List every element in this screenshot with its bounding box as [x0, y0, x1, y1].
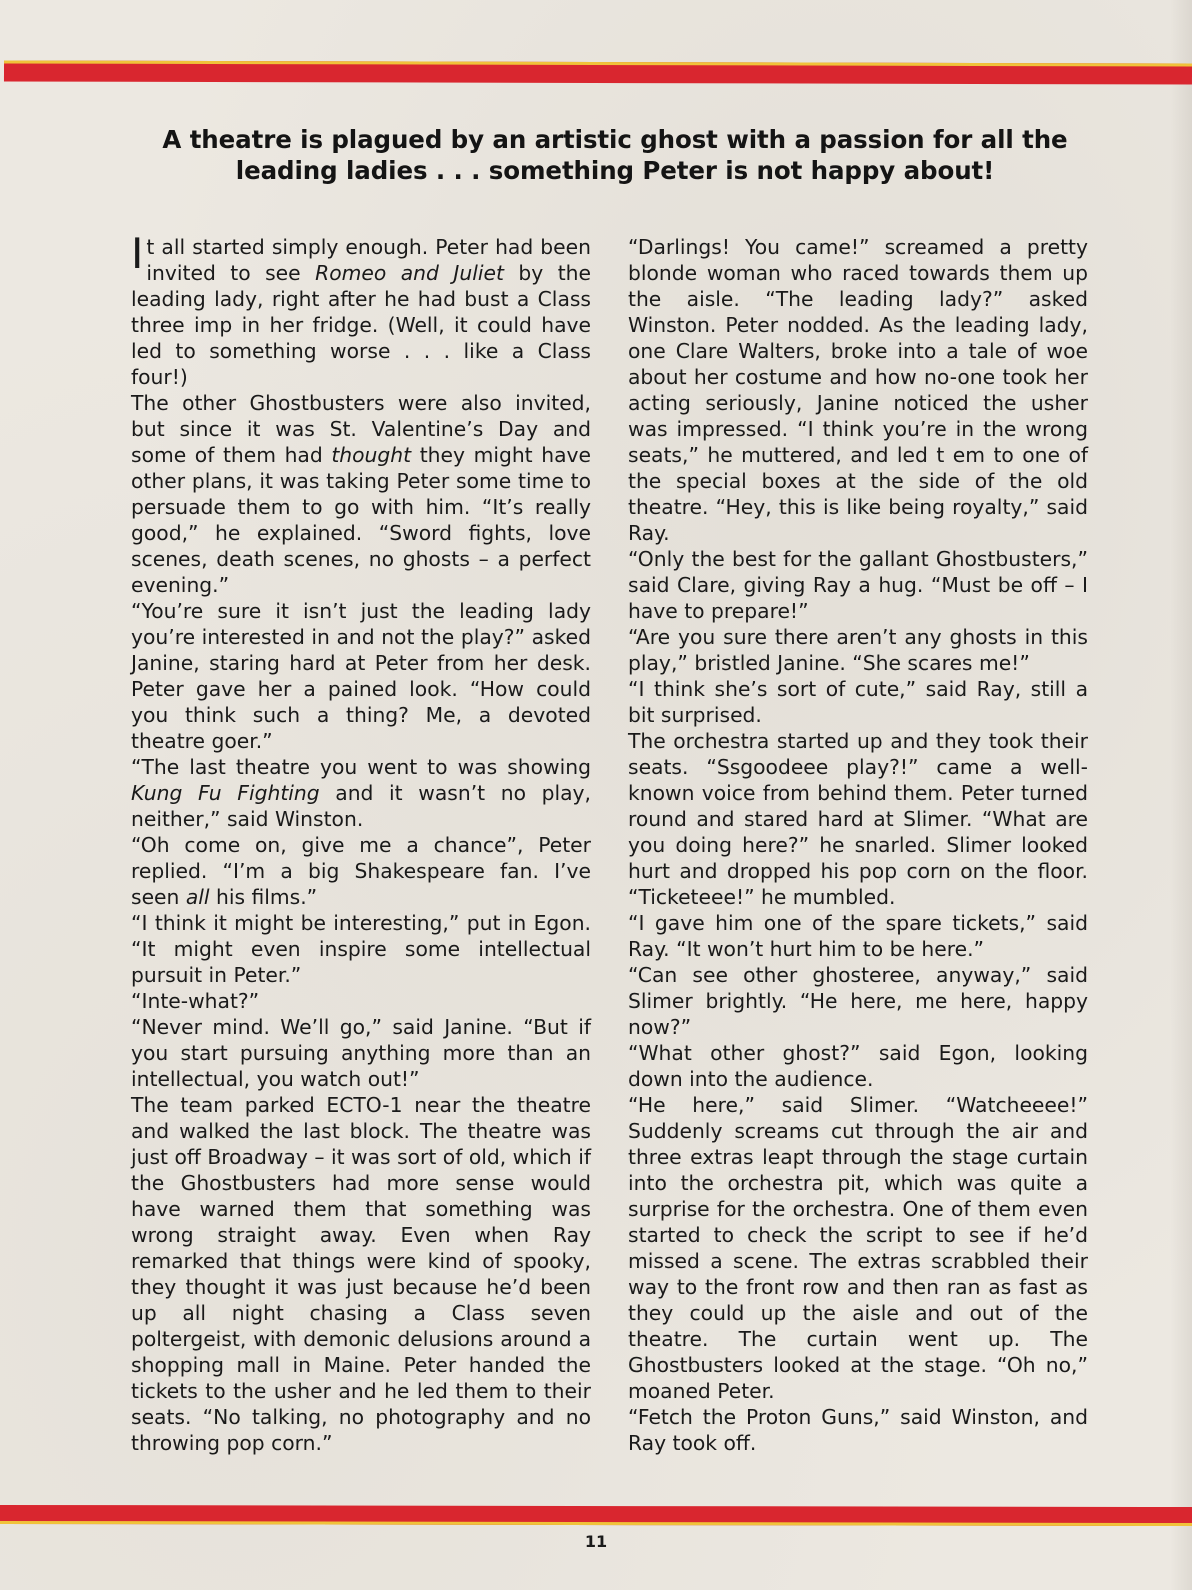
story-paragraph: [628, 1092, 1088, 1404]
story-paragraph: [131, 754, 591, 832]
paragraph-text: It all started simply enough. Peter had been invited to see: [131, 229, 591, 285]
italic-title-text: all: [185, 885, 210, 909]
paragraph-text: by the leading lady, right after he had bust a Class three imp in her fridge. (Well, it could have led to something worse . . . like a Class four!): [131, 261, 592, 389]
story-paragraph: [131, 229, 592, 390]
story-paragraph: [131, 390, 591, 598]
story-paragraph: [628, 546, 1088, 624]
paragraph-text: “Fetch the Proton Guns,” said Winston, and Ray took off.: [628, 1405, 1088, 1455]
italic-title-text: thought: [331, 443, 412, 467]
paragraph-text: and it wasn’t no play, neither,” said Winston.: [131, 781, 591, 831]
story-paragraph: [628, 962, 1088, 1040]
story-paragraph: [131, 1092, 591, 1456]
paragraph-text: his films.”: [209, 885, 318, 909]
page-fold-shadow: [1170, 0, 1192, 1590]
story-paragraph: [131, 832, 591, 910]
paragraph-text: “Are you sure there aren’t any ghosts in this play,” bristled Janine. “She scares me!”: [628, 625, 1088, 675]
top-red-stripe: [4, 60, 1192, 84]
story-paragraph: [628, 728, 1088, 910]
italic-title-text: Kung Fu Fighting: [131, 781, 320, 805]
paragraph-text: they might have other plans, it was taking Peter some time to persuade them to go with him. “It’s really good,” he explained. “Sword fights, love scenes, death scenes, no ghosts – a perfect evening.”: [131, 443, 591, 597]
story-paragraph: [628, 676, 1088, 728]
paragraph-text: “He here,” said Slimer. “Watcheeee!” Suddenly screams cut through the air and three extras leapt through the stage curtain into the orchestra pit, which was quite a surprise for the orchestra. One of them even started to check the script to see if he’d missed a scene. The extras scrabbled their way to the front row and then ran as fast as they could up the aisle and out of the theatre. The curtain went up. The Ghostbusters looked at the stage. “Oh no,” moaned Peter.: [628, 1093, 1088, 1403]
paragraph-text: “I gave him one of the spare tickets,” said Ray. “It won’t hurt him to be here.”: [628, 911, 1088, 961]
paragraph-text: “The last theatre you went to was showing: [131, 755, 591, 779]
paragraph-text: “I think it might be interesting,” put in Egon. “It might even inspire some intellectual pursuit in Peter.”: [131, 911, 591, 987]
story-headline: A theatre is plagued by an artistic ghost with a passion for all the leading ladies . . . something Peter is not happy about!: [162, 125, 1068, 185]
paragraph-text: “Darlings! You came!” screamed a pretty blonde woman who raced towards them up the aisle. “The leading lady?” asked Winston. Peter nodded. As the leading lady, one Clare Walters, broke into a tale of woe about her costume and how no-one took her acting seriously, Janine noticed the usher was impressed. “I think you’re in the wrong seats,” he muttered, and led t em to one of the special boxes at the side of the old theatre. “Hey, this is like being royalty,” said Ray.: [628, 235, 1088, 545]
paragraph-text: “Never mind. We’ll go,” said Janine. “But if you start pursuing anything more than an intellectual, you watch out!”: [131, 1015, 591, 1091]
paragraph-text: “What other ghost?” said Egon, looking down into the audience.: [628, 1041, 1088, 1091]
story-paragraph: [131, 598, 591, 754]
paragraph-text: The team parked ECTO-1 near the theatre and walked the last block. The theatre was just off Broadway – it was sort of old, which if the Ghostbusters had more sense would have warned them that something was wrong straight away. Even when Ray remarked that things were kind of spooky, they thought it was just because he’d been up all night chasing a Class seven poltergeist, with demonic delusions around a shopping mall in Maine. Peter handed the tickets to the usher and he led them to their seats. “No talking, no photography and no throwing pop corn.”: [131, 1093, 591, 1455]
story-paragraph: [131, 910, 591, 988]
paragraph-text: “You’re sure it isn’t just the leading lady you’re interested in and not the play?” asked Janine, staring hard at Peter from her desk. Peter gave her a pained look. “How could you think such a thing? Me, a devoted theatre goer.”: [131, 599, 591, 753]
italic-title-text: Romeo and Juliet: [315, 261, 504, 285]
paragraph-text: “I think she’s sort of cute,” said Ray, still a bit surprised.: [628, 677, 1088, 727]
page-number: 11: [584, 1532, 608, 1551]
story-paragraph: [131, 1014, 591, 1092]
right-text-column: [628, 234, 1088, 1456]
bottom-red-stripe: [0, 1505, 1192, 1526]
paragraph-text: “Can see other ghosteree, anyway,” said Slimer brightly. “He here, me here, happy now?”: [628, 963, 1088, 1039]
paragraph-text: “Inte-what?”: [131, 989, 260, 1013]
paragraph-text: The orchestra started up and they took their seats. “Ssgoodeee play?!” came a well-known voice from behind them. Peter turned round and stared hard at Slimer. “What are you doing here?” he snarled. Slimer looked hurt and dropped his pop corn on the floor. “Ticketeee!” he mumbled.: [628, 729, 1088, 909]
paragraph-text: “Only the best for the gallant Ghostbusters,” said Clare, giving Ray a hug. “Must be off – I have to prepare!”: [628, 547, 1088, 623]
story-paragraph: [628, 1040, 1088, 1092]
paragraph-text: The other Ghostbusters were also invited, but since it was St. Valentine’s Day and some of them had: [131, 391, 591, 467]
story-paragraph: [628, 910, 1088, 962]
paragraph-text: “Oh come on, give me a chance”, Peter replied. “I’m a big Shakespeare fan. I’ve seen: [131, 833, 591, 909]
story-paragraph: [628, 624, 1088, 676]
story-paragraph: [131, 988, 591, 1014]
story-paragraph: [628, 234, 1088, 546]
left-text-column: [131, 229, 592, 1456]
story-paragraph: [628, 1404, 1088, 1456]
